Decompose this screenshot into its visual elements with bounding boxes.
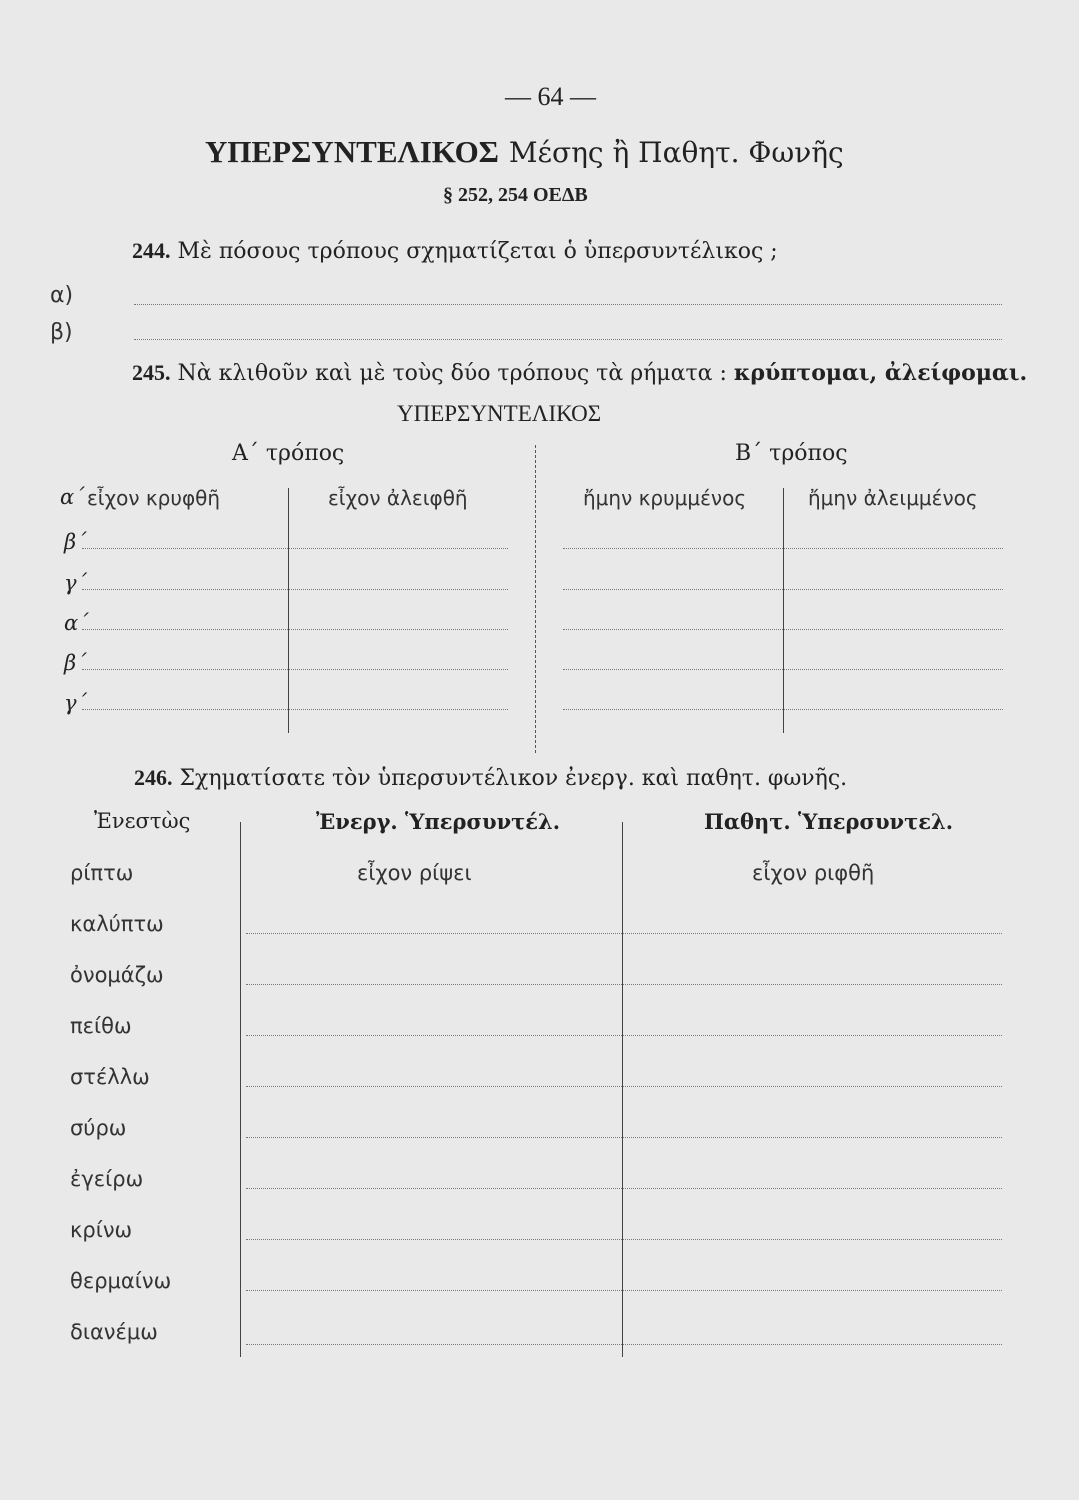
question-text: Νὰ κλιθοῦν καὶ μὲ τοὺς δύο τρόπους τὰ ρήματα :: [177, 361, 727, 386]
example-passive-form: εἶχον ριφθῆ: [752, 861, 875, 885]
answer-line[interactable]: [246, 1086, 1002, 1087]
answer-label-a: α): [50, 283, 74, 308]
person-label: γ΄: [64, 691, 88, 715]
person-label: β΄: [64, 530, 87, 554]
person-label: γ΄: [64, 571, 88, 595]
verb-item: διανέμω: [70, 1320, 158, 1344]
question-244: [132, 238, 778, 264]
question-number: 244.: [132, 238, 171, 263]
verb-item: ἐγείρω: [70, 1167, 144, 1191]
conjugation-table-title: ΥΠΕΡΣΥΝΤΕΛΙΚΟΣ: [397, 401, 602, 426]
verb-item: σύρω: [70, 1116, 127, 1140]
column-divider: [288, 488, 289, 733]
column-divider: [535, 445, 536, 753]
answer-line[interactable]: [246, 933, 1002, 934]
page-title: [205, 134, 844, 170]
answer-line[interactable]: [246, 1035, 1002, 1036]
answer-line-b[interactable]: [134, 339, 1002, 340]
verb-item: στέλλω: [70, 1065, 150, 1089]
question-text: Μὲ πόσους τρόπους σχηματίζεται ὁ ὑπερσυντέλικος ;: [177, 239, 778, 264]
answer-line[interactable]: [246, 1344, 1002, 1345]
column-header-passive: Παθητ. Ὑπερσυντελ.: [704, 809, 954, 834]
verb-item: θερμαίνω: [70, 1269, 172, 1293]
page-number: — 64 —: [505, 82, 596, 111]
example-form: εἶχον ἀλειφθῆ: [328, 486, 468, 510]
person-label: α΄: [60, 485, 85, 509]
answer-line[interactable]: [82, 669, 508, 670]
answer-line[interactable]: [563, 548, 1003, 549]
column-header-present: Ἐνεστὼς: [94, 809, 191, 833]
answer-line[interactable]: [563, 709, 1003, 710]
example-active-form: εἶχον ρίψει: [357, 861, 472, 885]
example-form: ἤμην κρυμμένος: [583, 486, 747, 510]
answer-line[interactable]: [82, 629, 508, 630]
answer-line[interactable]: [82, 589, 508, 590]
answer-line[interactable]: [82, 548, 508, 549]
example-form: εἶχον κρυφθῆ: [87, 486, 221, 510]
answer-line[interactable]: [246, 1239, 1002, 1240]
question-246: [134, 765, 847, 791]
answer-line[interactable]: [246, 984, 1002, 985]
column-header-active: Ἐνεργ. Ὑπερσυντέλ.: [316, 809, 561, 834]
title-subtitle: Μέσης ἢ Παθητ. Φωνῆς: [508, 136, 844, 169]
verb-item: πείθω: [70, 1014, 132, 1038]
verb-item: κρίνω: [70, 1218, 133, 1242]
answer-line[interactable]: [563, 629, 1003, 630]
question-245: [132, 360, 1027, 386]
section-reference: § 252, 254 ΟΕΔΒ: [443, 184, 588, 206]
answer-line[interactable]: [246, 1290, 1002, 1291]
answer-line[interactable]: [246, 1137, 1002, 1138]
verb-item: ὀνομάζω: [70, 963, 164, 987]
verb-item: καλύπτω: [70, 912, 164, 936]
answer-label-b: β): [50, 320, 73, 345]
question-number: 245.: [132, 360, 171, 385]
answer-line[interactable]: [563, 589, 1003, 590]
person-label: β΄: [64, 651, 87, 675]
person-label: α΄: [64, 611, 89, 635]
verb-item: ρίπτω: [70, 861, 134, 885]
question-number: 246.: [134, 765, 173, 790]
answer-line[interactable]: [246, 1188, 1002, 1189]
answer-line-a[interactable]: [134, 304, 1002, 305]
answer-line[interactable]: [82, 709, 508, 710]
question-text: Σχηματίσατε τὸν ὑπερσυντέλικον ἐνεργ. καὶ παθητ. φωνῆς.: [179, 766, 848, 791]
way-b-heading: Β΄ τρόπος: [735, 441, 848, 466]
column-divider: [783, 488, 784, 733]
question-verbs: κρύπτομαι, ἀλείφομαι.: [733, 360, 1028, 386]
example-form: ἤμην ἀλειμμένος: [808, 486, 978, 510]
title-main: ΥΠΕΡΣΥΝΤΕΛΙΚΟΣ: [205, 134, 499, 169]
column-divider: [622, 822, 623, 1357]
answer-line[interactable]: [563, 669, 1003, 670]
column-divider: [240, 822, 241, 1357]
way-a-heading: Α΄ τρόπος: [232, 441, 345, 466]
